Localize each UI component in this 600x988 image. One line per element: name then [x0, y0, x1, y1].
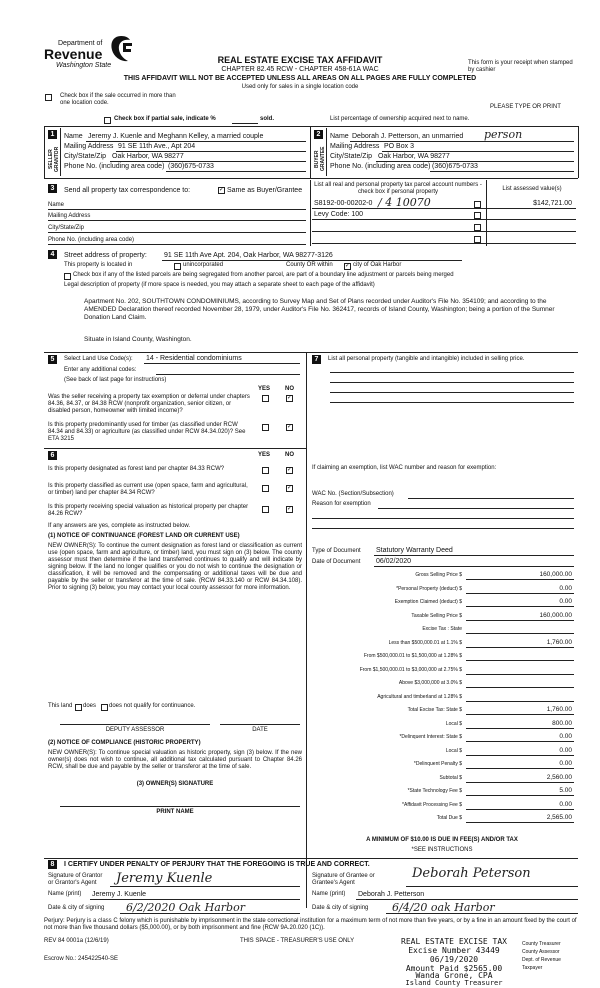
- reason-label: Reason for exemption: [312, 501, 371, 507]
- s6-q1-no-checkbox[interactable]: ✓: [287, 467, 293, 473]
- calc-row-label: *State Technology Fee $: [407, 788, 462, 794]
- deputy-assessor-label: DEPUTY ASSESSOR: [105, 727, 165, 733]
- s5-q2-yes-checkbox[interactable]: [262, 424, 269, 431]
- notice-continuance-text: NEW OWNER(S): To continue the current designation as forest land or classification as current use (open space, farm and agriculture, or timber) land, you must sign on (3) below. The county assessor must then determine if the land transferred continues to qualify and will indicate by signing below. If the land no longer qualifies or you do not wish to continue the designation or classification, it will be removed and the compensating or additional taxes will be due and payable by the seller or transferor at the time of sale. (RCW 84.33.140 or RCW 84.34.108). Prior to signing (3) below, you may contact your local county assessor for more information.: [48, 543, 302, 591]
- parcel-4-personal-checkbox[interactable]: [474, 236, 481, 243]
- seller-phone-label: Phone No. (including area code): [64, 163, 165, 170]
- does-label: does: [83, 703, 97, 709]
- stamp-line-2: Excise Number 43449: [408, 946, 500, 955]
- does-not-label: does not qualify for continuance.: [109, 703, 196, 709]
- does-not-qualify-checkbox[interactable]: [101, 704, 108, 711]
- washington-state-text: Washington State: [56, 62, 112, 69]
- s5-q1-yes-checkbox[interactable]: [262, 395, 269, 402]
- s6-q1-yes-checkbox[interactable]: [262, 467, 269, 474]
- grantee-date-handwritten: 6/4/20 oak Harbor: [392, 901, 495, 914]
- section-1-number: 1: [48, 130, 57, 139]
- calc-row-label: *Affidavit Processing Fee $: [402, 802, 462, 808]
- buyer-city-label: City/State/Zip: [330, 153, 373, 160]
- doc-type-label: Type of Document: [312, 548, 361, 554]
- seller-address-value: 91 SE 11th Ave., Apt 204: [118, 143, 196, 150]
- notice-compliance-text: NEW OWNER(S): To continue special valuation as historic property, sign (3) below. If the new owner(s) does not wish to continue, all additional tax calculated pursuant to Chapter 84.26 RCW, shall be due and payable by the seller or transferor at the time of sale.: [48, 750, 302, 770]
- correspondence-label: Send all property tax correspondence to:: [64, 187, 191, 194]
- please-type-label: PLEASE TYPE OR PRINT: [490, 104, 561, 110]
- revenue-text: Revenue: [44, 46, 103, 62]
- s6-no-header: NO: [285, 452, 294, 458]
- grantor-print-name: Jeremy J. Kuenle: [92, 891, 147, 898]
- parcel-number: S8192-00-00202-0: [314, 200, 373, 207]
- s3-phone-label: Phone No. (including area code): [48, 237, 135, 243]
- buyer-city-value: Oak Harbor, WA 98277: [378, 153, 450, 160]
- buyer-address-label: Mailing Address: [330, 143, 380, 150]
- calc-row-label: Total Excise Tax: State $: [407, 707, 462, 713]
- stamp-line-5: Wanda Grone, CPA: [415, 971, 493, 980]
- s6-q2-no-checkbox[interactable]: ✓: [287, 485, 293, 491]
- section-7-number: 7: [312, 355, 321, 364]
- s3-address-label: Mailing Address: [48, 213, 91, 219]
- dor-emblem-icon: [108, 34, 134, 64]
- this-land-label: This land: [48, 703, 73, 709]
- calc-row-label: Total Due $: [436, 815, 462, 821]
- legal-desc-label: Legal description of property (if more space is needed, you may attach a separate sheet to each page of the affidavit): [64, 282, 375, 288]
- certify-statement: I CERTIFY UNDER PENALTY OF PERJURY THAT THE FOREGOING IS TRUE AND CORRECT.: [64, 861, 370, 868]
- assessed-header: List assessed value(s): [502, 186, 562, 192]
- form-warning: THIS AFFIDAVIT WILL NOT BE ACCEPTED UNLESS ALL AREAS ON ALL PAGES ARE FULLY COMPLETED: [123, 75, 477, 82]
- receipt-note: This form is your receipt when stamped by cashier: [468, 60, 573, 73]
- grantee-print-name: Deborah J. Petterson: [358, 891, 425, 898]
- assessed-value: $142,721.00: [533, 200, 572, 207]
- calc-row-value: 1,760.00: [546, 639, 572, 646]
- escrow-number: Escrow No.: 245422540-SE: [44, 956, 119, 962]
- seller-phone-value: (360)675-0733: [168, 163, 214, 170]
- buyer-address-value: PO Box 3: [384, 143, 414, 150]
- grantee-date-label: Date & city of signing: [312, 905, 369, 911]
- s6-q3-no-checkbox[interactable]: ✓: [287, 506, 293, 512]
- stamp-line-4: Amount Paid $2565.00: [405, 964, 503, 973]
- s5-q1-no-checkbox[interactable]: ✓: [287, 395, 293, 401]
- copy-assessor: County Assessor: [522, 949, 560, 955]
- buyer-phone-value: (360)675-0733: [432, 163, 478, 170]
- minimum-due-note: A MINIMUM OF $10.00 IS DUE IN FEE(S) AND/OR TAX: [366, 837, 518, 843]
- calc-row-value: 160,000.00: [539, 571, 572, 578]
- calc-row-value: 0.00: [559, 598, 572, 605]
- copy-revenue: Dept. of Revenue: [522, 957, 561, 963]
- wac-label: WAC No. (Section/Subsection): [312, 491, 394, 497]
- segregated-label: Check box if any of the listed parcels are being segregated from another parcel, are part of a boundary line adjustment or parcels being merged: [73, 272, 454, 278]
- seller-city-label: City/State/Zip: [64, 153, 107, 160]
- unincorporated-checkbox[interactable]: [174, 263, 181, 270]
- segregated-checkbox[interactable]: [64, 273, 71, 280]
- calc-row-label: *Delinquent Interest: State $: [399, 734, 462, 740]
- legal-description: Apartment No. 202, SOUTHTOWN CONDOMINIUMS, according to Survey Map and Set of Plans recorded under Auditor's File No. 354109; and according to the AMENDED Declaration thereof recorded November 28, 1979, under Auditor's File No. 362417, records of Island County, Washington; being a portion of the Sumner Donation Land Claim.: [84, 298, 555, 321]
- s3-name-label: Name: [48, 202, 65, 208]
- buyer-name-handwritten: person: [484, 128, 523, 141]
- copy-taxpayer: Taxpayer: [522, 965, 543, 971]
- calc-row-value: 5.00: [559, 787, 572, 794]
- calc-row-label: Above $3,000,000 at 3.0% $: [398, 680, 462, 686]
- located-label: This property is located in: [64, 262, 133, 268]
- s5-yes-header: YES: [258, 386, 271, 392]
- see-instructions-note: *SEE INSTRUCTIONS: [411, 847, 473, 853]
- grantor-signature-label: Signature of Grantor or Grantor's Agent: [48, 873, 103, 886]
- stamp-line-1: REAL ESTATE EXCISE TAX: [401, 937, 507, 946]
- grantor-signature: Jeremy Kuenle: [116, 871, 213, 886]
- calc-row-value: 2,560.00: [546, 774, 572, 781]
- s5-question-1: Was the seller receiving a property tax exemption or deferral under chapters 84.36, 84.37, or 84.38 RCW (nonprofit organization, senior citizen, or disabled person, homeowner with limited income)?: [48, 394, 250, 414]
- city-of-checkbox[interactable]: ✓: [345, 263, 351, 269]
- s5-no-header: NO: [285, 386, 294, 392]
- grantor-date-label: Date & city of signing: [48, 905, 105, 911]
- s6-question-3: Is this property receiving special valuation as historical property per chapter 84.26 RCW?: [48, 504, 249, 517]
- buyer-side-label: BUYER GRANTEE: [314, 142, 323, 176]
- situate-line: Situate in Island County, Washington.: [84, 336, 192, 343]
- land-use-label: Select Land Use Code(s):: [64, 356, 133, 362]
- s6-question-2: Is this property classified as current use (open space, farm and agricultural, or timber) land per chapter 84.34 RCW?: [48, 483, 248, 496]
- calc-row-label: From $1,500,000.01 to $3,000,000 at 2.75% $: [359, 667, 462, 673]
- parcel-1-personal-checkbox[interactable]: [474, 201, 481, 208]
- copy-treasurer: County Treasurer: [522, 941, 561, 947]
- seller-name-value: Jeremy J. Kuenle and Meghann Kelley, a married couple: [88, 133, 264, 140]
- does-qualify-checkbox[interactable]: [75, 704, 82, 711]
- multi-location-checkbox[interactable]: [45, 94, 52, 101]
- grantee-signature-label: Signature of Grantee or Grantee's Agent: [312, 873, 375, 886]
- calc-row-value: 0.00: [559, 747, 572, 754]
- same-as-buyer-checkbox[interactable]: ✓: [219, 187, 225, 193]
- section-8-number: 8: [48, 860, 57, 869]
- form-title: REAL ESTATE EXCISE TAX AFFIDAVIT: [217, 55, 383, 65]
- s5-question-2: Is this property predominantly used for timber (as classified under RCW 84.34 and 84.33) or agriculture (as classified under RCW 84.34.020)? See ETA 3215: [48, 422, 246, 442]
- seller-city-value: Oak Harbor, WA 98277: [112, 153, 184, 160]
- stamp-line-6: Island County Treasurer: [405, 979, 503, 987]
- levy-code: Levy Code: 100: [314, 211, 364, 218]
- calc-row-value: 2,565.00: [546, 814, 572, 821]
- exemption-label: If claiming an exemption, list WAC number and reason for exemption:: [312, 465, 497, 471]
- form-revision: REV 84 0001a (12/6/19): [44, 938, 109, 944]
- parcel-3-personal-checkbox[interactable]: [474, 224, 481, 231]
- doc-type-value: Statutory Warranty Deed: [376, 547, 453, 554]
- calc-row-label: From $500,000.01 to $1,500,000 at 1.28% $: [363, 653, 462, 659]
- s6-q3-yes-checkbox[interactable]: [262, 506, 269, 513]
- calc-row-label: *Personal Property (deduct) $: [396, 586, 462, 592]
- additional-codes-label: Enter any additional codes:: [64, 367, 137, 373]
- seller-side-label: SELLER GRANTOR: [48, 142, 57, 176]
- treasurer-use-label: THIS SPACE - TREASURER'S USE ONLY: [240, 938, 355, 944]
- seller-name-label: Name: [64, 133, 83, 140]
- seller-address-label: Mailing Address: [64, 143, 114, 150]
- section-5-number: 5: [48, 355, 57, 364]
- calc-row-label: Excise Tax : State: [422, 626, 462, 632]
- grantor-date-handwritten: 6/2/2020 Oak Harbor: [126, 901, 245, 914]
- section-6-number: 6: [48, 451, 57, 460]
- owner-signature-label: (3) OWNER(S) SIGNATURE: [136, 781, 214, 787]
- dept-of-text: Department of: [58, 40, 103, 47]
- form-use-only: Used only for sales in a single location code: [241, 84, 359, 90]
- calc-row-value: 0.00: [559, 760, 572, 767]
- notice-continuance-title: (1) NOTICE OF CONTINUANCE (FOREST LAND OR CURRENT USE): [48, 533, 240, 539]
- calc-row-label: Subtotal $: [439, 775, 462, 781]
- calc-row-value: 0.00: [559, 733, 572, 740]
- buyer-phone-label: Phone No. (including area code): [330, 163, 431, 170]
- parcel-header: List all real and personal property tax parcel account numbers - check box if personal property: [314, 182, 482, 195]
- stamp-line-3: 06/19/2020: [429, 955, 479, 964]
- perjury-notice: Perjury: Perjury is a class C felony which is punishable by imprisonment in the state correctional institution for a maximum term of not more than five years, or by a fine in an amount fixed by the court of not more than five thousand dollars ($5,000.00), or by both imprisonment and fine (RCW 9A.20.020 (1C)).: [44, 918, 577, 931]
- street-label: Street address of property:: [64, 252, 147, 259]
- s3-city-label: City/State/Zip: [48, 225, 85, 231]
- assessor-date-label: DATE: [252, 727, 268, 733]
- calc-row-value: 0.00: [559, 585, 572, 592]
- buyer-name-value: Deborah J. Petterson, an unmarried: [352, 133, 464, 140]
- partial-sale-label: Check box if partial sale, indicate %: [114, 116, 216, 122]
- street-value: 91 SE 11th Ave Apt. 204, Oak Harbor, WA 98277-3126: [164, 252, 333, 259]
- unincorporated-label: unincorporated: [183, 262, 224, 268]
- calc-row-label: Agricultural and timberland at 1.28% $: [377, 694, 462, 700]
- land-use-value: 14 - Residential condominiums: [146, 355, 242, 362]
- calc-row-label: Exemption Claimed (deduct) $: [394, 599, 462, 605]
- calc-row-value: 160,000.00: [539, 612, 572, 619]
- multi-location-label: Check box if the sale occurred in more than one location code.: [60, 93, 176, 106]
- calc-row-label: Local $: [445, 721, 462, 727]
- form-subtitle: CHAPTER 82.45 RCW - CHAPTER 458-61A WAC: [221, 66, 379, 73]
- section-3-number: 3: [48, 184, 57, 193]
- city-of-label: city of Oak Harbor: [353, 262, 402, 268]
- calc-row-label: Taxable Selling Price $: [411, 613, 462, 619]
- parcel-2-personal-checkbox[interactable]: [474, 212, 481, 219]
- calc-row-label: Less than $500,000.01 at 1.1% $: [388, 640, 462, 646]
- s6-question-1: Is this property designated as forest land per chapter 84.33 RCW?: [48, 466, 225, 472]
- calc-row-value: 1,760.00: [546, 706, 572, 713]
- if-yes-note: If any answers are yes, complete as instructed below.: [48, 523, 191, 529]
- ownership-pct-label: List percentage of ownership acquired next to name.: [330, 116, 470, 122]
- s5-q2-no-checkbox[interactable]: ✓: [287, 424, 293, 430]
- calc-row-label: *Delinquent Penalty $: [413, 761, 462, 767]
- section-4-number: 4: [48, 250, 57, 259]
- section-2-number: 2: [314, 130, 323, 139]
- grantee-signature: Deborah Peterson: [412, 866, 531, 881]
- notice-compliance-title: (2) NOTICE OF COMPLIANCE (HISTORIC PROPERTY): [48, 740, 201, 746]
- print-name-label: PRINT NAME: [156, 809, 194, 815]
- calc-row-value: 0.00: [559, 801, 572, 808]
- buyer-name-label: Name: [330, 133, 349, 140]
- personal-property-label: List all personal property (tangible and intangible) included in selling price.: [328, 356, 525, 362]
- grantee-print-label: Name (print): [312, 891, 346, 897]
- s6-q2-yes-checkbox[interactable]: [262, 485, 269, 492]
- calc-row-label: Gross Selling Price $: [415, 572, 462, 578]
- same-as-buyer-label: Same as Buyer/Grantee: [227, 187, 303, 194]
- county-within-label: County OR within: [286, 262, 333, 268]
- sold-label: sold.: [260, 116, 275, 122]
- doc-date-value: 06/02/2020: [376, 558, 412, 565]
- see-back-note: (See back of last page for instructions): [64, 377, 167, 383]
- grantor-print-label: Name (print): [48, 891, 82, 897]
- parcel-handwritten: / 4 10070: [378, 196, 431, 209]
- calc-row-label: Local $: [445, 748, 462, 754]
- calc-row-value: 800.00: [552, 720, 572, 727]
- partial-sale-checkbox[interactable]: [104, 117, 111, 124]
- s6-yes-header: YES: [258, 452, 271, 458]
- doc-date-label: Date of Document: [312, 559, 361, 565]
